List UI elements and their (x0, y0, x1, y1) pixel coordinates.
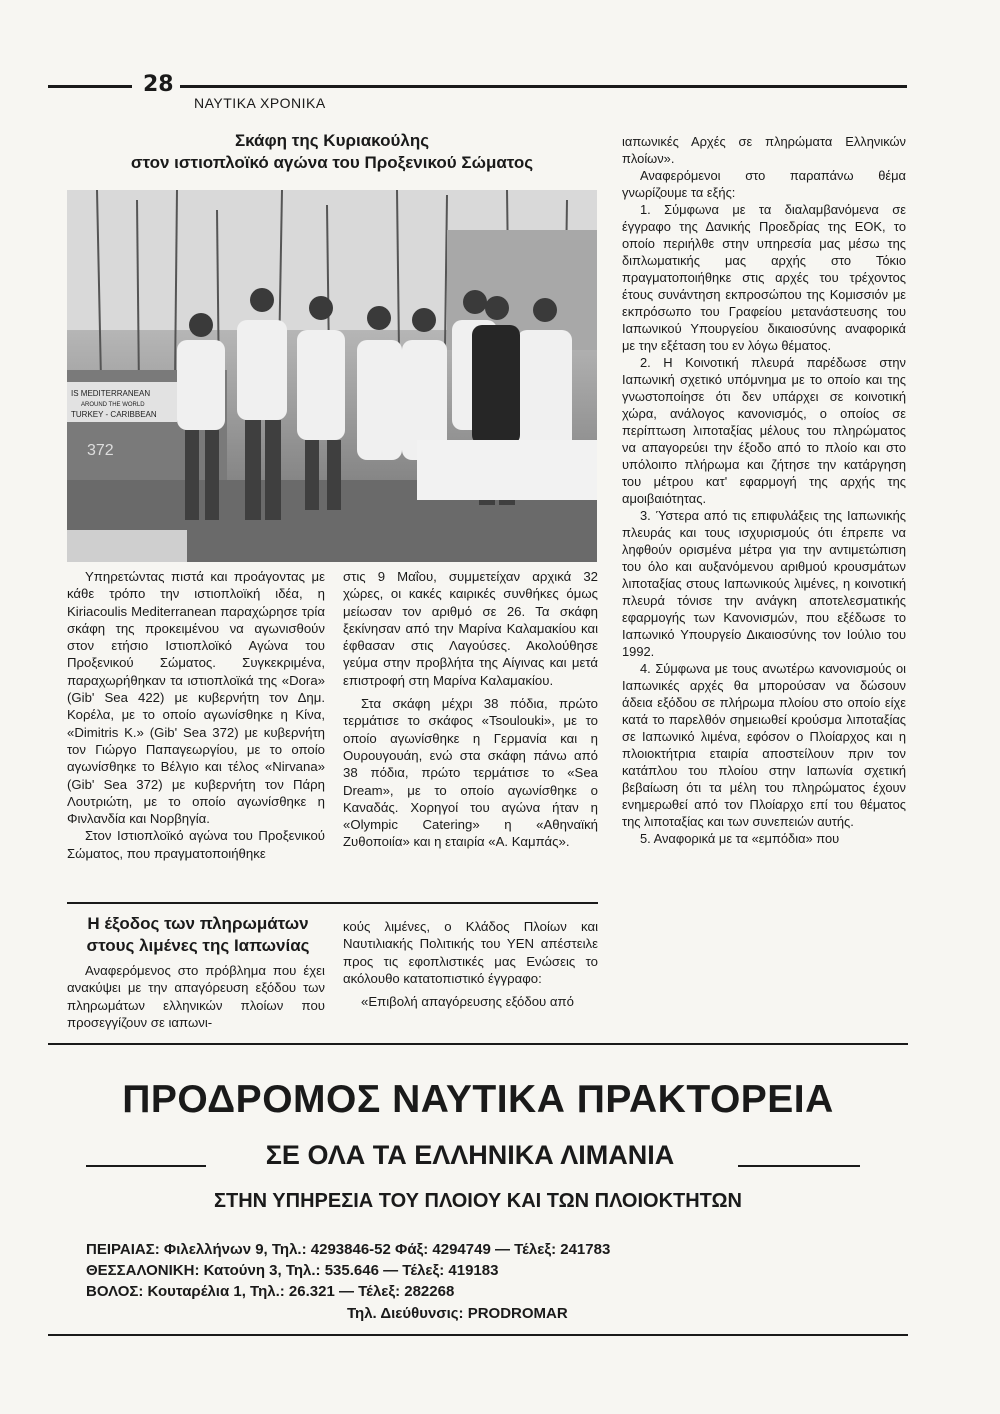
article2-col3-para1: ιαπωνικές Αρχές σε πληρώματα Ελληνικών πλοίων». (622, 134, 906, 166)
advert-subtitle: ΣΕ ΟΛΑ ΤΑ ΕΛΛΗΝΙΚΑ ΛΙΜΑΝΙΑ (265, 1140, 675, 1170)
advert-tagline: ΣΤΗΝ ΥΠΗΡΕΣΙΑ ΤΟΥ ΠΛΟΙΟΥ ΚΑΙ ΤΩΝ ΠΛΟΙΟΚΤΗΤΩΝ (213, 1190, 743, 1212)
article2-col3-point1: 1. Σύμφωνα με τα διαλαμβανόμενα σε έγγραφο της Δανικής Προεδρίας της ΕΟΚ, το οποίο περιήλθε στην υπηρεσία μας μέσω της διπλωματικής μας αρχής στο Τόκιο πραγματοποιήθηκε στις αρχές του τρέχοντος έτους συνάντηση εκπροσώπου της Κομισσιόν με εκπρόσωπο του Γραφείου μετανάστευσης του Ιαπωνικού Υπουργείου δικαιοσύνης αναφορικά με την εξέταση του εν λόγω θέματος. (622, 202, 906, 353)
advert-subtitle-rule-right (738, 1165, 860, 1167)
article1-col2-para1: στις 9 Μαΐου, συμμετείχαν αρχικά 32 χώρες, οι κακές καιρικές συνθήκες όμως μείωσαν τον αριθμό σε 26. Τα σκάφη ξεκίνησαν από την Μαρίνα Καλαμακίου και έφθασαν στις Λαγούσες. Ακολούθησε γεύμα στην προβλήτα της Αίγινας και μετά επιστροφή στη Μαρίνα Καλαμακίου. (343, 569, 598, 688)
photo-hull-number: 372 (87, 442, 114, 459)
article2-col3-point3: 3. Ύστερα από τις επιφυλάξεις της Ιαπωνικής πλευράς και τους ισχυρισμούς ότι έπρεπε να ληφθούν ορισμένα μέτρα για την αντιμετώπιση του όλο και αυξανόμενου αριθμού κρουσμάτων λιποταξίας στους Ιαπωνικούς λιμένες, η κοινοτική πλευρά τόνισε την ανάγκη αποτελεσματικής εφαρμογής των Κανονισμών, που εξέδωσε το Ιαπωνικό Υπουργείο Δικαιοσύνης τον Ιούλιο του 1992. (622, 508, 906, 659)
magazine-title: ΝΑΥΤΙΚΑ ΧΡΟΝΙΚΑ (194, 95, 326, 111)
advert-line-telegraph: Τηλ. Διεύθυνσις: PRODROMAR (347, 1305, 568, 1322)
advert-line-piraeus: ΠΕΙΡΑΙΑΣ: Φιλελλήνων 9, Τηλ.: 4293846-52 Φάξ: 4294749 — Τέλεξ: 241783 (86, 1241, 611, 1258)
article2-col2-para2: «Επιβολή απαγόρευσης εξόδου από (361, 994, 574, 1010)
header-rule-right (180, 85, 907, 88)
article2-top-rule (67, 902, 598, 904)
article1-col1-para1: Υπηρετώντας πιστά και προάγοντας με κάθε τρόπο την ιστιοπλοϊκή ιδέα, η Kiriacoulis Mediterranean παραχώρησε τρία σκάφη της προκειμένου να αγωνισθούν στον ετήσιο Ιστιοπλοϊκό Αγώνα του Προξενικού Σώματος. Συγκεκριμένα, παραχωρήθηκαν τα ιστιοπλοϊκά της «Dora» (Gib' Sea 422) με κυβερνήτη τον Δημ. Κορέλα, με το οποίο αγωνίσθηκε η Κίνα, «Dimitris K.» (Gib' Sea 372) με κυβερνήτη τον Γιώργο Παπαγεωργίου, με το οποίο αγωνίσθηκε το Βέλγιο και τέλος «Nirvana» (Gib' Sea 372) με κυβερνήτη τον Πάρη Λουτριώτη, με το οποίο αγωνίσθηκε η Φινλανδία και Νορβηγία. (67, 569, 325, 827)
article2-col3-point4: 4. Σύμφωνα με τους ανωτέρω κανονισμούς οι Ιαπωνικές αρχές θα μπορούσαν να δώσουν άδεια εξόδου σε πλήρωμα πλοίου στο οποίο είχε κατά το παρελθόν σημειωθεί κρούσμα λιποταξίας σε Ιαπωνικό λιμένα, εφόσον ο Πλοίαρχος και η πλοιοκτήτρια εταιρία αποστείλουν πριν τον κατάπλου του πλοίου στην Ιαπωνία σχετική βεβαίωση ότι τα μέλη του πληρώματος έχουν ενημερωθεί από τον Πλοίαρχο επί του θέματος της λιποταξίας και των συνεπειών αυτής. (622, 661, 906, 829)
article2-col2-para1: κούς λιμένες, ο Κλάδος Πλοίων και Ναυτιλιακής Πολιτικής του ΥΕΝ απέστειλε προς τις εφοπλιστικές μας Ενώσεις το ακόλουθο κατατοπιστικό έγγραφο: (343, 919, 598, 986)
article1-col2-para2: Στα σκάφη μέχρι 38 πόδια, πρώτο τερμάτισε το σκάφος «Tsoulouki», με το οποίο αγωνίσθηκε η Γερμανία και η Ουρουγουάη, ενώ στα σκάφη πάνω από 38 πόδια, πρώτο τερμάτισε το «Sea Dream», με το οποίο αγωνίσθηκε ο Καναδάς. Χορηγοί του αγώνα ήταν η «Olympic Catering» η «Αθηναϊκή Ζυθοποιία» και η εταιρία «Α. Καμπάς». (343, 696, 598, 850)
article2-col3-point2: 2. Η Κοινοτική πλευρά παρέδωσε στην Ιαπωνική σχετικό υπόμνημα με το οποίο και της γνωστοποίησε ότι δεν υπάρχει σε κοινοτική χώρα, ανάλογος κανονισμός, ο οποίος σε περίπτωση λιποταξίας μέλους του πληρώματος να απαγορεύει την έξοδο από το πλοίο και στο υπόλοιπο πλήρωμα και ζήτησε την κατάργηση του μέτρου κατ' εφαρμογή της αρχής της αμοιβαιότητας. (622, 355, 906, 506)
article2-col1-para1: Αναφερόμενος στο πρόβλημα που έχει ανακύψει με την απαγόρευση εξόδου των πληρωμάτων ελληνικών πλοίων που προσεγγίζουν σε ιαπωνι- (67, 963, 325, 1030)
page-number: 28 (143, 72, 174, 97)
advert-bottom-rule (48, 1334, 908, 1336)
photo-illustration (67, 190, 597, 562)
advert-top-rule (48, 1043, 908, 1045)
article1-column2 (343, 568, 598, 851)
article2-col3-para2: Αναφερόμενοι στο παραπάνω θέμα γνωρίζουμε τα εξής: (622, 168, 906, 200)
article1-title-line1: Σκάφη της Κυριακούλης (234, 131, 430, 150)
article1-col1-para2: Στον Ιστιοπλοϊκό αγώνα του Προξενικού Σώματος, που πραγματοποιήθηκε (67, 828, 325, 861)
article2-col3-point5: 5. Αναφορικά με τα «εμπόδια» που (640, 831, 840, 846)
photo-banner-line2: AROUND THE WORLD (81, 402, 145, 408)
article2-title-line2: στους λιμένες της Ιαπωνίας (86, 936, 310, 955)
advert-title: ΠΡΟΔΡΟΜΟΣ ΝΑΥΤΙΚΑ ΠΡΑΚΤΟΡΕΙΑ (122, 1078, 834, 1121)
photo-banner-line3: TURKEY - CARIBBEAN (71, 410, 157, 419)
article1-photo (67, 190, 597, 562)
header-rule-left (48, 85, 132, 88)
article2-title-line1: Η έξοδος των πληρωμάτων (87, 914, 309, 933)
article2-column1 (67, 962, 325, 1031)
article2-column3 (622, 133, 906, 847)
photo-banner-line1: IS MEDITERRANEAN (71, 389, 151, 398)
advert-subtitle-rule-left (86, 1165, 206, 1167)
article2-column2 (343, 918, 598, 1010)
article1-column1 (67, 568, 325, 862)
advert-line-volos: ΒΟΛΟΣ: Κουταρέλια 1, Τηλ.: 26.321 — Τέλεξ: 282268 (86, 1283, 455, 1300)
article1-title-line2: στον ιστιοπλοϊκό αγώνα του Προξενικού Σώματος (130, 153, 534, 172)
advert-line-thessaloniki: ΘΕΣΣΑΛΟΝΙΚΗ: Κατούνη 3, Τηλ.: 535.646 — Τέλεξ: 419183 (86, 1262, 499, 1279)
